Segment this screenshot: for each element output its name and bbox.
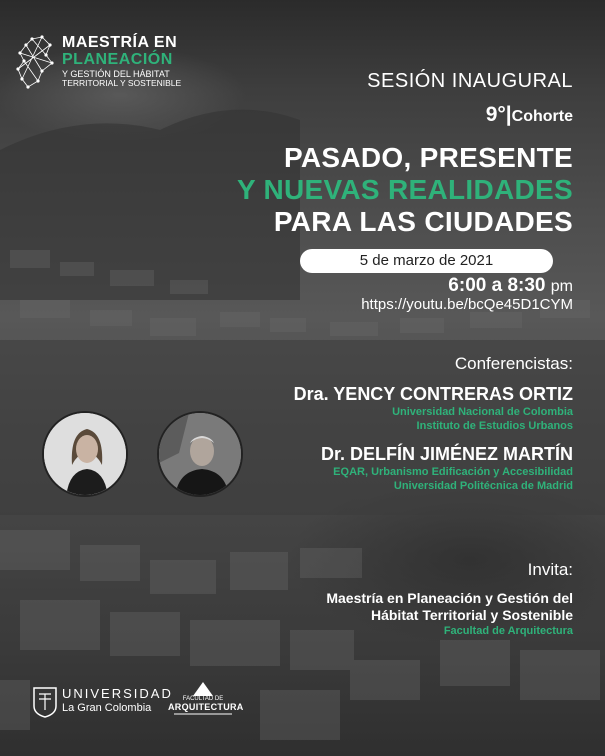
faculty-logo [168,680,244,722]
faculty-line2: ARQUITECTURA [168,702,244,712]
event-title-line1: PASADO, PRESENTE [284,142,573,173]
host-line3: Facultad de Arquitectura [443,625,573,637]
cohort-divider: | [505,103,512,126]
host-line2: Hábitat Territorial y Sostenible [370,607,573,623]
program-line1: MAESTRÍA EN [62,34,178,51]
speakers-heading: Conferencistas: [454,354,573,373]
event-date: 5 de marzo de 2021 [300,249,553,273]
speaker-2-affiliation-1: EQAR, Urbanismo Edificación y Accesibilidad [333,466,573,478]
host-heading: Invita: [527,560,573,579]
faculty-line1: FACULTAD DE [182,696,224,702]
event-time [448,275,573,297]
speaker-1-affiliation-2: Instituto de Estudios Urbanos [416,420,573,432]
event-title-line3: PARA LAS CIUDADES [273,206,573,237]
speaker-1-photo [42,411,128,497]
host-line1: Maestría en Planeación y Gestión del [326,590,573,606]
event-time-range: 6:00 a 8:30 [448,275,546,296]
session-label: SESIÓN INAUGURAL [367,70,573,92]
event-title-line2: Y NUEVAS REALIDADES [236,174,573,205]
university-line1: UNIVERSIDAD [62,686,173,701]
university-shield-icon [32,686,58,718]
university-line2: La Gran Colombia [62,702,152,714]
cohort-label [486,103,573,127]
program-line4: TERRITORIAL Y SOSTENIBLE [62,78,182,89]
speaker-1-name: Dra. YENCY CONTRERAS ORTIZ [293,384,573,404]
speaker-2-name: Dr. DELFÍN JIMÉNEZ MARTÍN [320,444,573,464]
cohort-text: Cohorte [511,108,573,125]
cohort-number: 9° [485,103,506,126]
speaker-1-affiliation-1: Universidad Nacional de Colombia [392,406,573,418]
program-logo [62,35,181,88]
speaker-2-photo [157,411,243,497]
program-map-logo-icon [12,35,60,91]
stream-link[interactable]: https://youtu.be/bcQe45D1CYM [361,296,573,313]
program-line3: Y GESTIÓN DEL HÁBITAT [62,68,170,79]
speaker-2-affiliation-2: Universidad Politécnica de Madrid [393,480,573,492]
program-line2: PLANEACIÓN [62,50,173,68]
university-logo [62,686,173,714]
event-time-suffix: pm [550,278,573,295]
